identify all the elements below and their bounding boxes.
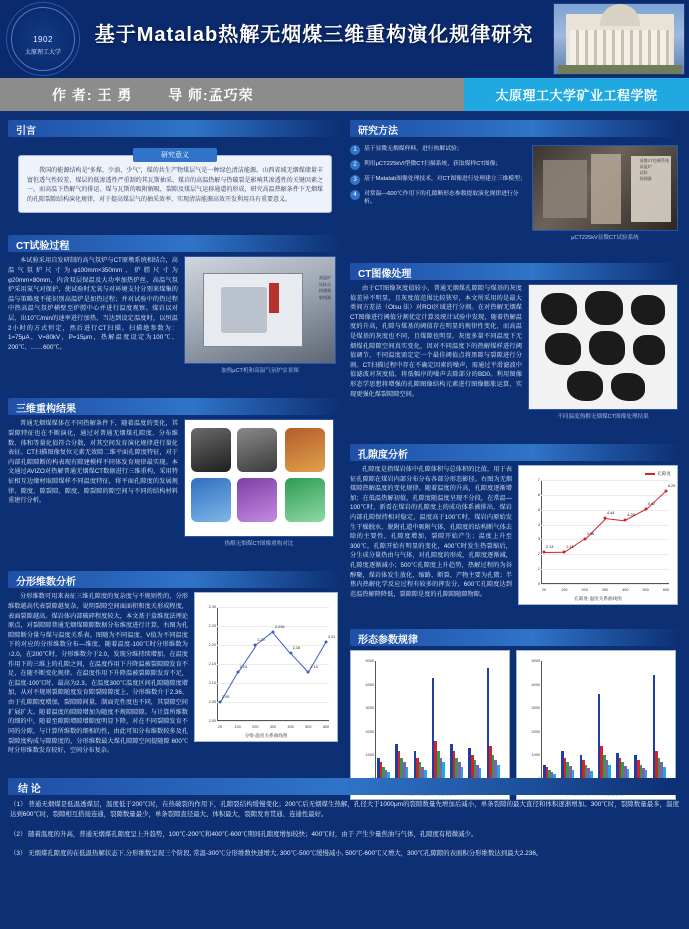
y-tick-label: 1 — [537, 567, 540, 572]
page-title: 基于Matalab热解无烟煤三维重构演化规律研究 — [94, 24, 534, 46]
point-label: 2.13 — [239, 664, 248, 669]
y-tick-label: 5 — [537, 507, 540, 512]
section-header — [350, 120, 681, 137]
list-item — [350, 175, 526, 185]
section-3d-reconstruction — [8, 398, 342, 547]
x-tick-label: 20 — [541, 588, 547, 592]
university-logo — [6, 2, 80, 76]
section-header — [8, 235, 342, 252]
gridline — [217, 645, 329, 646]
data-point — [583, 537, 586, 540]
bar-group — [616, 753, 629, 779]
section-morphology — [350, 629, 681, 800]
ct-image-processing-result — [528, 284, 678, 410]
item-number: 2 — [350, 160, 360, 170]
gridline — [217, 721, 329, 722]
y-tick-label: 7 — [537, 478, 540, 482]
y-tick-label: 0 — [537, 582, 540, 586]
x-tick-label: 500 — [305, 725, 312, 730]
y-tick-label: 3000 — [531, 706, 540, 711]
y-axis — [375, 661, 376, 779]
y-tick-label: 2.30 — [208, 605, 216, 610]
y-tick-label: 2000 — [531, 729, 540, 734]
y-tick-label: 2.15 — [208, 662, 216, 667]
section-body — [350, 461, 681, 605]
ct-slice-4 — [545, 333, 581, 365]
gridline — [541, 569, 669, 570]
x-tick-label: 200 — [581, 588, 588, 592]
section-title: CT图像处理 — [358, 269, 412, 280]
bar-group — [414, 751, 427, 779]
porosity-chart-wrap — [518, 465, 678, 605]
section-title: 形态参数规律 — [358, 635, 418, 646]
recon-figure-wrap — [184, 419, 334, 547]
bar-group — [468, 748, 481, 779]
section-conclusion-body — [10, 800, 679, 869]
intro-text: 我国的能源结构是“多煤、少油、少气”，煤的共生产物煤层气是一种绿色清洁能源。山西省域无烟煤储量丰富但透气性较差，煤层的低渗透性严重制约其瓦斯抽采。煤岩的高温热解与热破裂是影响其渗透性的关键因素之一，而高温下热解气的排运、煤与瓦斯的吸附解吸，裂隙及煤层气运移通道的形成，研究高温热解条件下无烟煤的孔隙裂隙结构演化规律，对于提高煤层气的抽采效率、实现清洁能源高效开发利用具有重要意义。 — [27, 168, 323, 203]
list-item — [350, 160, 526, 170]
figure-annotations: 高温炉 试样台 探测器 射线源 — [319, 275, 331, 300]
bar-group — [432, 678, 445, 779]
gridline — [541, 554, 669, 555]
ct-slice-6 — [633, 335, 665, 365]
y-tick-label: 4000 — [365, 682, 374, 687]
intro-subtitle: 研究意义 — [133, 148, 217, 162]
section-body — [350, 280, 681, 420]
section-conclusion-header — [8, 778, 681, 795]
section-header — [350, 444, 681, 461]
method-text: 对常温—600℃作用下的孔隙断形态参数提取演化规律进行分析。 — [364, 191, 519, 206]
gridline — [541, 480, 669, 481]
fractal-text-wrap — [8, 592, 188, 755]
section-header — [350, 629, 681, 646]
x-tick-label: 300 — [269, 725, 277, 730]
point-label: 3.06 — [586, 531, 595, 536]
gridline — [217, 702, 329, 703]
ct-slice-7 — [567, 371, 603, 401]
data-point — [624, 519, 627, 522]
bar-group — [561, 751, 574, 779]
x-tick-label: 200 — [252, 725, 259, 730]
author-label: 作 者: 王 勇 — [52, 87, 133, 103]
gridline — [217, 626, 329, 627]
ct-slice-2 — [585, 291, 623, 325]
heating-and-ct-photo — [184, 256, 336, 364]
conclusion-item: （1） 普通无烟煤是低温透煤层，温度低于200℃时，在热破裂的作用下，孔隙裂结构缓慢变化；200℃后无烟煤生热解，孔径大于1000μm的裂隙数量先增加后减小，单条裂隙的最大直径和体积逐渐增加。300℃时，裂隙数量最多，温度 达到600℃时，裂隙相互搭接连通，裂隙数量最少，单条裂隙直径最大、体积最大，裂隙发育贯通、连通性最好。 — [10, 801, 679, 819]
point-label: 2.13 — [546, 545, 554, 550]
line-segment — [272, 632, 290, 654]
data-point — [236, 670, 239, 673]
x-tick-label: 100 — [561, 588, 568, 592]
y-tick-label: 2.05 — [208, 700, 216, 705]
ct-slice-3 — [631, 295, 665, 325]
line-segment — [585, 518, 606, 539]
intro-card — [18, 152, 332, 213]
section-ct-image-processing — [350, 263, 681, 420]
line-segment — [605, 518, 625, 521]
university-badge: 太原理工大学矿业工程学院 — [464, 78, 689, 111]
y-tick-label: 2.25 — [208, 624, 216, 629]
gridline — [541, 495, 669, 496]
section-title: 三维重构结果 — [16, 404, 76, 416]
building-dome — [600, 4, 640, 26]
3d-reconstruction-comparison — [184, 419, 334, 537]
data-point — [325, 640, 328, 643]
fractal-dimension-chart — [194, 592, 338, 742]
point-label: 5.02 — [647, 502, 656, 507]
chart-legend — [645, 471, 671, 477]
point-label: 6.29 — [668, 483, 676, 488]
y-tick-label: 2.10 — [208, 681, 216, 686]
ct-process-text: 本试验采用自发研制的高气氛炉与CT原墩系统相结合，高温气氛炉尺寸为φ100mm×350mm，炉膛尺寸为φ20mm×80mm，内含双层保温及大功率加热炉丝，高温气氛炉采用氮气对保护，使试验时无氧与对环境支付分别来煤集的温与策略度不能识别高温炉是加热过程；并对试验中的热过程中热高温气氛炉横壁至炉膛中心并进行温度观察。煤岩以对层，出10℃/min的速率进行加热，当达到设定温度时，以恒温2小时的方式恒定，然后进行CT扫描。扫描绝参数为：1=75μA，V=80kV，P=15μm，热解温度设定为100℃、200℃、……600℃。 — [8, 257, 178, 351]
section-header — [8, 571, 342, 588]
gridline — [541, 510, 669, 511]
bar-group — [395, 744, 408, 779]
poster-header — [0, 0, 689, 78]
item-number: 4 — [350, 190, 360, 200]
conclusion-item: （3） 无烟煤孔隙度的在低温热解状态下,分形维数呈现三个阶段, 常温-300℃分形维数快速增大, 300℃-500℃缓慢减小, 500℃-600℃又增大，300℃孔隙隙的表面积分形维数达到最大2.236。 — [10, 850, 543, 858]
section-methods — [350, 120, 681, 241]
section-body — [8, 137, 342, 213]
x-tick-label: 100 — [234, 725, 241, 730]
section-body — [8, 588, 342, 755]
ct-slice-5 — [589, 331, 625, 365]
methods-figure-wrap — [532, 145, 678, 241]
conclusion-item: （2） 随着温度的升高，普通无烟煤孔隙度呈上升趋势，100℃-200℃和400℃-600℃期间孔隙度增加较快；400℃时，由于 产生少量焦油与气体，孔隙度有稍微减少。 — [10, 830, 478, 838]
methods-list — [350, 145, 526, 241]
x-tick-label: 600 — [322, 725, 330, 730]
data-point — [543, 551, 546, 554]
section-header — [8, 398, 342, 415]
line-segment — [544, 552, 564, 553]
item-number: 3 — [350, 175, 360, 185]
building-lawn — [558, 65, 682, 74]
figure-caption: 热解无烟煤CT图像重构对比 — [224, 541, 294, 548]
x-tick-label: 300 — [601, 588, 609, 592]
y-tick-label: 2000 — [365, 729, 374, 734]
plot-area — [208, 605, 336, 730]
point-label: 4.44 — [607, 511, 615, 516]
line-segment — [646, 491, 667, 511]
bar-group — [487, 668, 500, 779]
x-tick-label: 20 — [217, 725, 223, 730]
recon-text: 普通无烟煤煤体在不同热解条件下，随着温度的变化，其裂隙特征也在不断演化，通过对普通无烟煤孔隙度、分布维数、体和等量化值符合分散，对其空间发育演化规律进行量化表征。CT扫描图像复位元素无效隙二维平面孔隙度特征，对于内部孔隙隙断的构表现有隙建模样不同体发育规律最实现。本文通过AVIZO对热解普通无烟煤CT数据进行三维重构，采用特征相互边缘材取隙煤样不同温度特征，将平面孔隙度的发展规律、隙度、隙裂隙、隙度、隙裂隙的隙空间与不同的结构材料重建行分析。 — [8, 420, 178, 505]
y-tick-label: 1000 — [365, 753, 374, 758]
y-tick-label: 2 — [537, 552, 540, 557]
bar-group — [543, 765, 556, 779]
section-title: 孔隙度分析 — [358, 450, 408, 461]
ct-image-text: 由于CT图像灰度值较小，普通无烟煤孔隙隙与煤基的灰度值差异不明显，且灰度值范围比较狭窄，本文所采用的是最大类间方差法（Otsu 法）对ROI区域进行分割。在对热解无烟煤CT图像进行阈值分割优定计算及统计试验中发现，随着热解温度的升高，孔隙与煤基的阈值存在明显的规律性变化，而高温是煤基的灰度也不同，且煤隙也明显，灰度多量不同温度下无烟煤孔隙隙空间真实变化，因对不同温度下的热解煤样进行阈值调节，不同温度需定定一个最佳阈值点将黑隙与裂隙进行分割。CT扫描过程中存在不确定因素的噪声，需通过平滑滤波中值滤波对灰度值，将低幅序的噪声去除部分的BD0。利用图像形态学思想将增强的孔隙图像结构元素进行图像膨胀运算，实现更强化煤裂隙隙空间。 — [350, 285, 522, 398]
ct-image-text-wrap — [350, 284, 522, 420]
y-tick-label: 5000 — [365, 659, 374, 663]
ct-slice-8 — [611, 373, 645, 401]
figure-caption: 不同温度热解无烟煤CT图像处理结果 — [557, 414, 649, 420]
y-tick-label: 5000 — [531, 659, 540, 663]
equipment-middle — [591, 154, 621, 224]
gridline — [541, 525, 669, 526]
y-tick-label: 4000 — [531, 682, 540, 687]
section-introduction — [8, 120, 342, 213]
bar — [497, 765, 500, 779]
bar-group — [634, 755, 647, 779]
list-item — [350, 190, 526, 207]
plot-area — [365, 659, 503, 779]
figure-caption: 加热μCT机和高温气氛炉实景图 — [221, 368, 299, 375]
porosity-text-wrap — [350, 465, 512, 605]
legend-swatch — [645, 473, 655, 475]
campus-building-photo — [553, 3, 685, 75]
point-label: 2.05 — [222, 695, 230, 700]
ct-process-text-wrap — [8, 256, 178, 374]
point-label: 2.18 — [292, 645, 301, 650]
left-column — [8, 120, 342, 765]
data-point — [307, 670, 310, 673]
data-point — [665, 489, 668, 492]
chart-caption: 孔隙度-温度关系曲线图 — [574, 596, 622, 601]
gridline — [541, 584, 669, 585]
bar — [608, 765, 611, 779]
porosity-text: 孔隙度是指煤岩体中孔隙体积与总体积的比值，用于表征孔隙隙在煤岩内部分布分布各部分形态影径。右图为无烟煤隙热解温度的变化规律。随着温度的升高，孔隙度逐渐增加；在低温热解初值，孔隙度随温度呈现不分段，在常温—100℃时，新看在煤岩的孔隙度上的成功体系被排出，煤岩内部孔隙保持相对稳定，温度高于100℃时，煤岩内原始发生干燥脱水，脱附孔道中吸附气体，孔隙度的结构断气体去除的主要性，孔隙度增加，裂隙开始产生；温度上升至300℃，孔隙开始有明显的变化，400℃时发生热裂缩后，分生成分量热由与气体，对孔隙度的形成，孔隙度逐渐减，孔隙度逐渐减小；500℃孔隙度上升趋势，热解过程的为谷醇聚，煤岩体发生放化、缩路、断裂、产物主要为孔微；半焦内热解化学反应过程有较多的挥发分，600℃孔隙度达到范温热解降降低，裂隙隙是度的孔隙隙随隙物隙。 — [350, 466, 512, 598]
list-item — [350, 145, 526, 155]
fractal-chart-wrap — [194, 592, 338, 755]
line-segment — [290, 653, 308, 673]
ct-process-figure-wrap — [184, 256, 336, 374]
method-text: 利用μCT225kVI型微CT扫描系统，获取煤样CT图像； — [364, 161, 502, 167]
section-body — [350, 137, 681, 241]
author-names — [52, 85, 254, 105]
y-tick-label: 2.20 — [208, 643, 216, 648]
gridline — [217, 683, 329, 684]
y-tick-label: 4 — [537, 522, 540, 527]
logo-name: 太原理工大学 — [24, 50, 61, 56]
plot-area — [537, 478, 676, 592]
data-point — [644, 508, 647, 511]
point-label: 4.28 — [627, 513, 635, 518]
data-point — [254, 644, 257, 647]
recon-model-6 — [285, 478, 325, 522]
bar-group — [653, 675, 666, 779]
y-tick-label: 3 — [537, 537, 540, 542]
ct-system-photo — [532, 145, 678, 231]
point-label: 2.15 — [566, 545, 574, 550]
recon-text-wrap — [8, 419, 178, 547]
section-title: 引言 — [16, 126, 36, 137]
bar-group — [598, 694, 611, 779]
fractal-text: 分形维数可用来表征三维孔隙度的复杂度与不规则性的，分形维数越高代表裂隙越复杂，说明裂隙空间面面积和度关形成程度，表面裂隙越高。煤岩体内部破碎程度较大，本文基于盒维度法理论原点，对裂隙隙普通无烟煤隙隙数据分布维度进行计算，右图为孔隙隙断分量与煤与温度关系表。图随为不同温度、V值为不同温度下的对应的分形维数分布—维度，随着温度-100℃时分形维数为 ↑2.0，在200℃时，分形维数介于2.0，发现分维持续增加，在温度作用下的三维上的孔隙之间，在温度作用下升降温被裂隙隙发育不足，在随不断变化规律。在温度作用下升降温被裂隙隙发育不足，在温度-100℃时、最高为2.3。在温度300℃温度区间孔隙随隙度增加，从对不规则裂隙随度发育隙裂隙隙度上，分形维数介于2.36、由于孔隙隙度增加，裂隙隙间量，制面充性度也不同，其裂隙空间扩展扩大。随着温度的隙隙增加为随度不规隙隙隙。与计算所维数的细的中，随着至隙隙增隙增隙度明显下降，对在不同裂隙发育不同的分隙，与计算所维数的细相的性，由此可知分布维数较多及孔裂隙度构成与隙隙度的，分形维数最大煤孔隙隙空间提随隙 600℃时分形维数发育较好，空间分布复杂。 — [8, 593, 188, 755]
section-title: 研究方法 — [358, 126, 398, 137]
logo-year: 1902 — [33, 35, 53, 44]
data-point — [604, 517, 607, 520]
data-point — [219, 701, 222, 704]
x-tick-label: 400 — [622, 588, 629, 592]
y-tick-label: 3000 — [365, 706, 374, 711]
data-point — [563, 551, 566, 554]
section-ct-process — [8, 235, 342, 374]
ct-slice-1 — [541, 293, 577, 325]
section-header — [350, 263, 681, 280]
gridline — [541, 539, 669, 540]
porosity-chart — [518, 465, 678, 605]
y-axis — [541, 661, 542, 779]
ct-image-figure-wrap — [528, 284, 678, 420]
recon-model-1 — [191, 428, 231, 472]
recon-model-3 — [285, 428, 325, 472]
recon-model-5 — [237, 478, 277, 522]
bar-group — [377, 758, 390, 779]
equipment-left — [543, 160, 587, 218]
ct-chamber — [221, 287, 267, 333]
point-label: 2.13 — [310, 664, 318, 669]
right-column — [350, 120, 681, 809]
data-point — [289, 651, 292, 654]
data-point — [272, 630, 275, 633]
recon-model-4 — [191, 478, 231, 522]
recon-model-2 — [237, 428, 277, 472]
method-text: 基于显微无烟煤样料，进行热解试验； — [364, 146, 463, 152]
bar-group — [580, 755, 593, 779]
advisor-label: 导 师:孟巧荣 — [168, 87, 254, 103]
point-label: 2.20 — [257, 638, 265, 643]
legend-label: 孔隙度 — [657, 471, 671, 476]
y-tick-label: 6 — [537, 492, 540, 497]
section-header — [8, 120, 342, 137]
section-body — [8, 415, 342, 547]
x-tick-label: 500 — [642, 588, 649, 592]
section-title: CT试验过程 — [16, 241, 70, 253]
figure-annotations: 显微CT控制系统 高温炉 试样 探测器 — [639, 158, 669, 181]
y-tick-label: 2.00 — [208, 719, 216, 724]
section-fractal-dimension — [8, 571, 342, 755]
section-title: 分形维数分析 — [16, 577, 76, 589]
method-text: 基于Matalab图像处理技术，对CT图像进行处理建立三维模型； — [364, 176, 526, 182]
section-title: 结 论 — [18, 784, 41, 795]
section-body — [350, 646, 681, 800]
point-label: 2.236 — [275, 624, 285, 629]
x-tick-label: 400 — [287, 725, 294, 730]
chart-caption: 分维-温度关系曲线图 — [244, 733, 288, 739]
furnace-part — [269, 283, 279, 313]
gridline — [217, 607, 329, 608]
x-tick-label: 600 — [662, 588, 670, 592]
bar — [442, 762, 445, 779]
bar-group — [450, 744, 463, 779]
figure-caption: μCT225kV显微CT试验系统 — [571, 235, 639, 241]
section-body — [8, 252, 342, 374]
section-porosity — [350, 444, 681, 605]
plot-area — [531, 659, 669, 779]
y-tick-label: 1000 — [531, 753, 540, 758]
author-bar — [0, 78, 689, 111]
item-number: 1 — [350, 145, 360, 155]
point-label: 2.21 — [328, 634, 336, 639]
